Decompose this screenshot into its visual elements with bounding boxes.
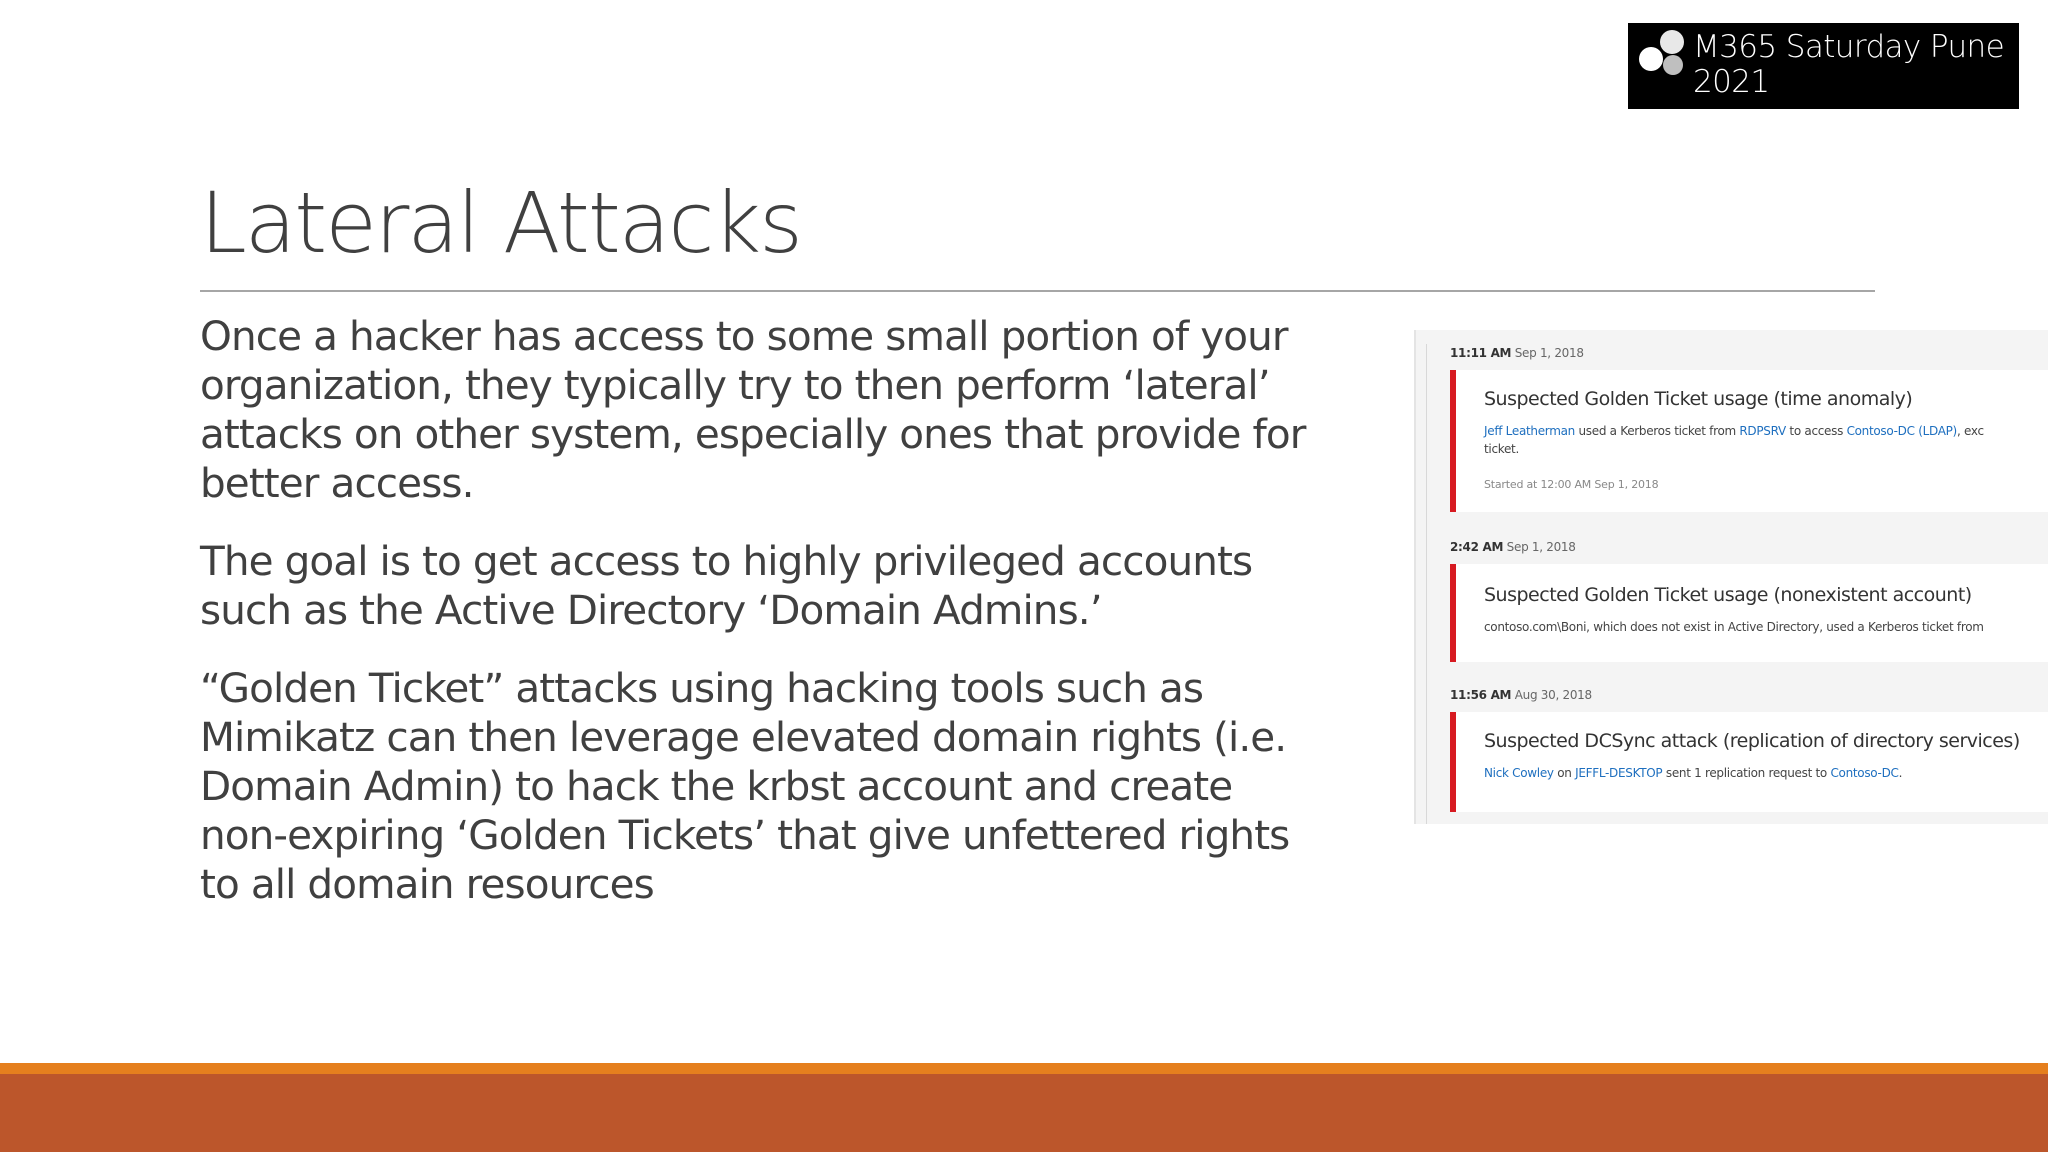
body-paragraph: Once a hacker has access to some small portion of your organization, they typically try to then perform ‘lateral’ attacks on other system, especially ones that provide for better access. — [200, 312, 1306, 507]
footer-band-rust — [0, 1074, 2048, 1152]
alert-title[interactable]: Suspected DCSync attack (replication of directory services) — [1484, 730, 2020, 752]
alert-description: Nick Cowley on JEFFL-DESKTOP sent 1 replication request to Contoso-DC. — [1484, 766, 1903, 780]
alert-timestamp: 11:56 AM Aug 30, 2018 — [1450, 688, 1592, 702]
footer-band-orange — [0, 1063, 2048, 1074]
alerts-timeline-screenshot — [1414, 330, 2048, 824]
alert-card[interactable] — [1450, 564, 2048, 662]
alert-timestamp: 11:11 AM Sep 1, 2018 — [1450, 346, 1584, 360]
alert-title[interactable]: Suspected Golden Ticket usage (time anomaly) — [1484, 388, 1913, 410]
slide-body — [200, 312, 1310, 938]
target-link[interactable]: Contoso-DC (LDAP) — [1846, 424, 1957, 438]
event-logo — [1628, 23, 2019, 109]
alert-description: Jeff Leatherman used a Kerberos ticket from RDPSRV to access Contoso-DC (LDAP), exc ticket. — [1484, 424, 1984, 456]
user-link[interactable]: Jeff Leatherman — [1484, 424, 1575, 438]
alert-card[interactable] — [1450, 712, 2048, 812]
source-link[interactable]: RDPSRV — [1739, 424, 1786, 438]
alert-card[interactable] — [1450, 370, 2048, 512]
alert-started-time: Started at 12:00 AM Sep 1, 2018 — [1484, 478, 1659, 491]
alert-title[interactable]: Suspected Golden Ticket usage (nonexistent account) — [1484, 584, 1972, 606]
source-link[interactable]: JEFFL-DESKTOP — [1575, 766, 1663, 780]
three-circles-icon — [1635, 29, 1693, 79]
alert-description: contoso.com\Boni, which does not exist in Active Directory, used a Kerberos ticket from — [1484, 620, 1984, 634]
logo-text: M365 Saturday Pune 2021 — [1693, 29, 2005, 100]
alert-timestamp: 2:42 AM Sep 1, 2018 — [1450, 540, 1576, 554]
timeline-line — [1426, 344, 1427, 824]
body-paragraph: The goal is to get access to highly privileged accounts such as the Active Directory ‘Domain Admins.’ — [200, 537, 1253, 634]
slide-title: Lateral Attacks — [200, 174, 801, 272]
user-link[interactable]: Nick Cowley — [1484, 766, 1554, 780]
title-divider — [200, 290, 1875, 292]
target-link[interactable]: Contoso-DC — [1830, 766, 1899, 780]
body-paragraph: “Golden Ticket” attacks using hacking tools such as Mimikatz can then leverage elevated domain rights (i.e. Domain Admin) to hack the krbst account and create non-expiring ‘Golden Tickets’ that give unfettered rights to all domain resources — [200, 664, 1290, 908]
